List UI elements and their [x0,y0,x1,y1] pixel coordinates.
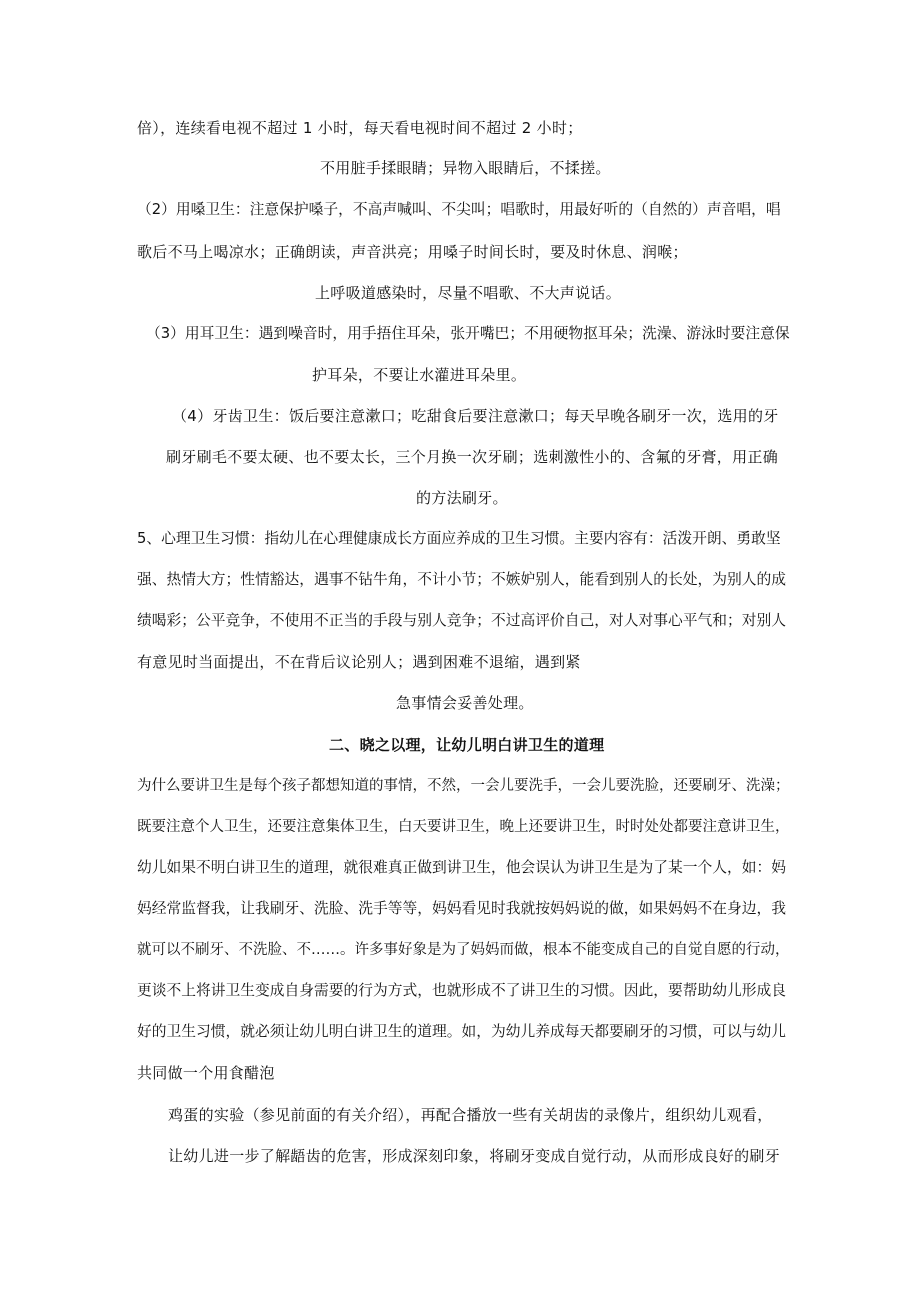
text-line: 好的卫生习惯，就必须让幼儿明白讲卫生的道理。如，为幼儿养成每天都要刷牙的习惯，可以与幼儿 [137,1023,786,1040]
text-line: 歌后不马上喝凉水；正确朗读，声音洪亮；用嗓子时间长时，要及时休息、润喉； [137,243,688,261]
text-line: 不用脏手揉眼睛；异物入眼睛后，不揉搓。 [320,159,611,177]
section-heading: 二、晓之以理，让幼儿明白讲卫生的道理 [329,736,605,754]
text-line: 更谈不上将讲卫生变成自身需要的行为方式，也就形成不了讲卫生的习惯。因此，要帮助幼儿形成良 [137,982,786,999]
text-line: 幼儿如果不明白讲卫生的道理，就很难真正做到讲卫生，他会误认为讲卫生是为了某一个人，如：妈 [137,859,786,876]
text-line: 急事情会妥善处理。 [396,694,534,712]
text-line: 既要注意个人卫生，还要注意集体卫生，白天要讲卫生，晚上还要讲卫生，时时处处都要注意讲卫生， [137,819,790,835]
text-line: 鸡蛋的实验（参见前面的有关介绍），再配合播放一些有关胡齿的录像片，组织幼儿观看， [168,1106,773,1124]
text-line: 就可以不刷牙、不洗脸、不……。许多事好象是为了妈妈而做，根本不能变成自己的自觉自愿的行动， [137,942,790,958]
text-line: 为什么要讲卫生是每个孩子都想知道的事情，不然，一会儿要洗手，一会儿要洗脸，还要刷牙、洗澡； [137,778,790,794]
text-line: 有意见时当面提出，不在背后议论别人；遇到困难不退缩，遇到紧 [137,653,581,671]
text-line: 的方法刷牙。 [416,489,508,507]
text-line: 共同做一个用食醋泡 [137,1064,275,1082]
text-line: 让幼儿进一步了解龉齿的危害，形成深刻印象，将刷牙变成自觉行动，从而形成良好的刷牙 [168,1147,781,1165]
text-line: （4）牙齿卫生：饭后要注意漱口；吃甜食后要注意漱口；每天早晚各刷牙一次，选用的牙 [172,407,779,425]
text-line: 刷牙刷毛不要太硬、也不要太长，三个月换一次牙刷；选刺激性小的、含氟的牙膏，用正确 [166,448,779,466]
text-line: 绩喝彩；公平竞争，不使用不正当的手段与别人竞争；不过高评价自己，对人对事心平气和；对别人 [137,612,786,629]
text-line: 强、热情大方；性情豁达，遇事不钻牛角，不计小节；不嫉妒别人，能看到别人的长处，为别人的成 [137,571,786,588]
text-line: 护耳朵，不要让水灌进耳朵里。 [312,366,527,384]
text-line: （3）用耳卫生：遇到噪音时，用手捂住耳朵，张开嘴巴；不用硬物抠耳朵；洗澡、游泳时要注意保 [146,325,790,342]
text-line: 5、心理卫生习惯：指幼儿在心理健康成长方面应养成的卫生习惯。主要内容有：活泼开朗、勇敢坚 [137,530,781,547]
text-line: 倍），连续看电视不超过 1 小时，每天看电视时间不超过 2 小时； [137,119,583,137]
text-line: （2）用嗓卫生：注意保护嗓子，不高声喊叫、不尖叫；唱歌时，用最好听的（自然的）声音唱，唱 [137,201,781,218]
text-line: 上呼吸道感染时，尽量不唱歌、不大声说话。 [315,284,622,302]
text-line: 妈经常监督我，让我刷牙、洗脸、洗手等等，妈妈看见时我就按妈妈说的做，如果妈妈不在身边，我 [137,900,786,917]
